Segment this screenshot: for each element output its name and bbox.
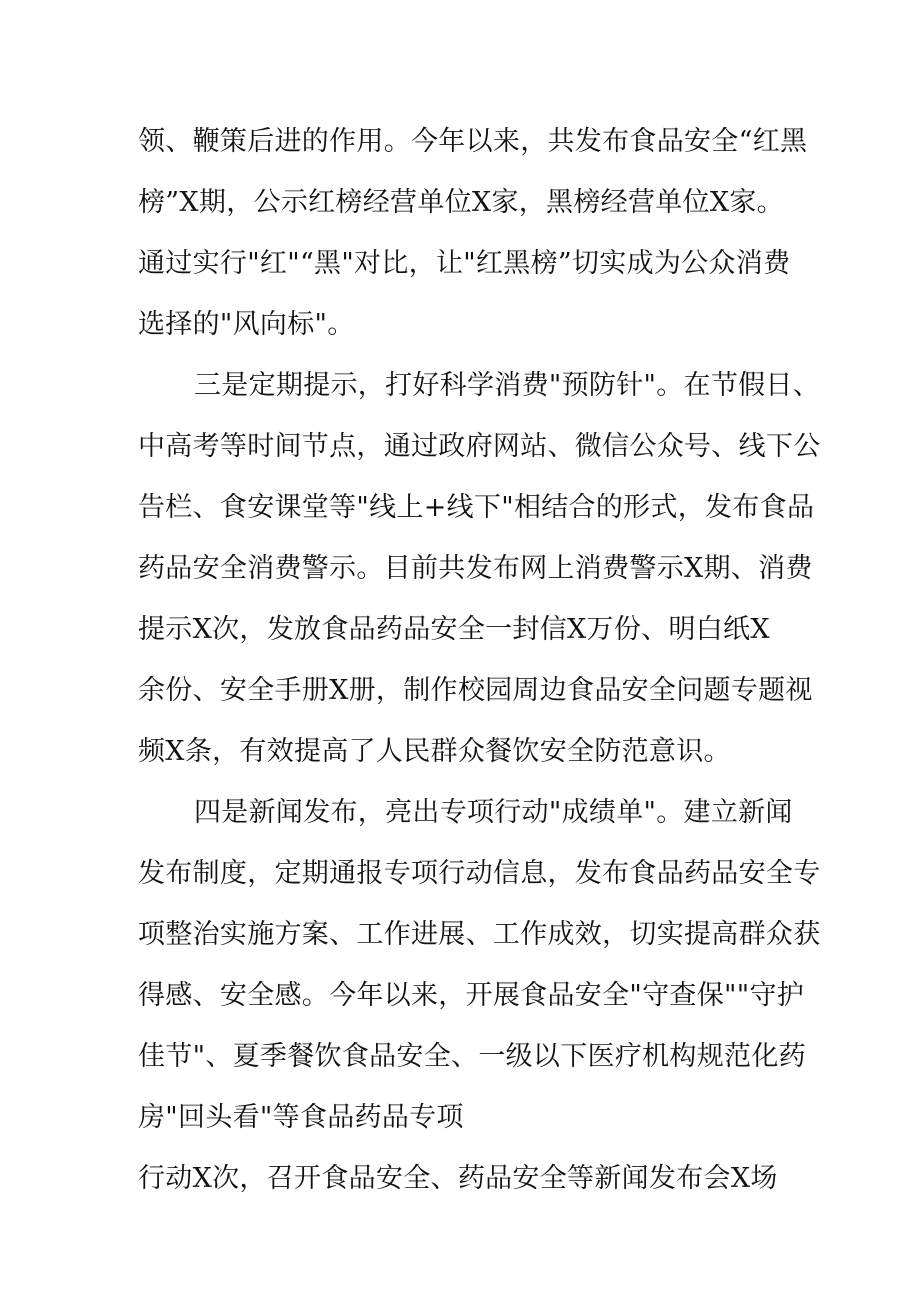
text-line-2: 榜”X期，公示红榜经营单位X家，黑榜经营单位X家。 [138,187,784,218]
text-line-9: 提示X次，发放食品药品安全一封信X万份、明白纸X [138,614,770,645]
text-line-15: 得感、安全感。今年以来，开展食品安全"守查保""守护 [138,980,805,1011]
text-line-1: 领、鞭策后进的作用。今年以来，共发布食品安全“红黑 [138,126,808,157]
text-line-8: 药品安全消费警示。目前共发布网上消费警示X期、消费 [138,553,813,584]
text-line-3: 通过实行"红"“黑"对比，让"红黑榜”切实成为公众消费 [138,248,791,279]
text-line-16: 佳节"、夏季餐饮食品安全、一级以下医疗机构规范化药 [138,1041,806,1072]
text-line-18: 行动X次，召开食品安全、药品安全等新闻发布会X场 [138,1163,778,1194]
text-line-17: 房"回头看"等食品药品专项 [138,1102,464,1133]
paragraph-4-heading-line: 四是新闻发布，亮出专项行动"成绩单"。建立新闻 [194,797,793,828]
text-line-11: 频X条，有效提高了人民群众餐饮安全防范意识。 [138,736,731,767]
text-line-10: 余份、安全手册X册，制作校园周边食品安全问题专题视 [138,675,813,706]
text-line-4: 选择的"风向标"。 [138,309,355,340]
paragraph-3-heading-line: 三是定期提示，打好科学消费"预防针"。在节假日、 [194,370,821,401]
text-line-6: 中高考等时间节点，通过政府网站、微信公众号、线下公 [138,431,821,462]
text-line-7: 告栏、食安课堂等"线上+线下"相结合的形式，发布食品 [138,492,815,523]
text-line-13: 发布制度，定期通报专项行动信息，发布食品药品安全专 [138,858,821,889]
text-line-14: 项整治实施方案、工作进展、工作成效，切实提高群众获 [138,919,821,950]
